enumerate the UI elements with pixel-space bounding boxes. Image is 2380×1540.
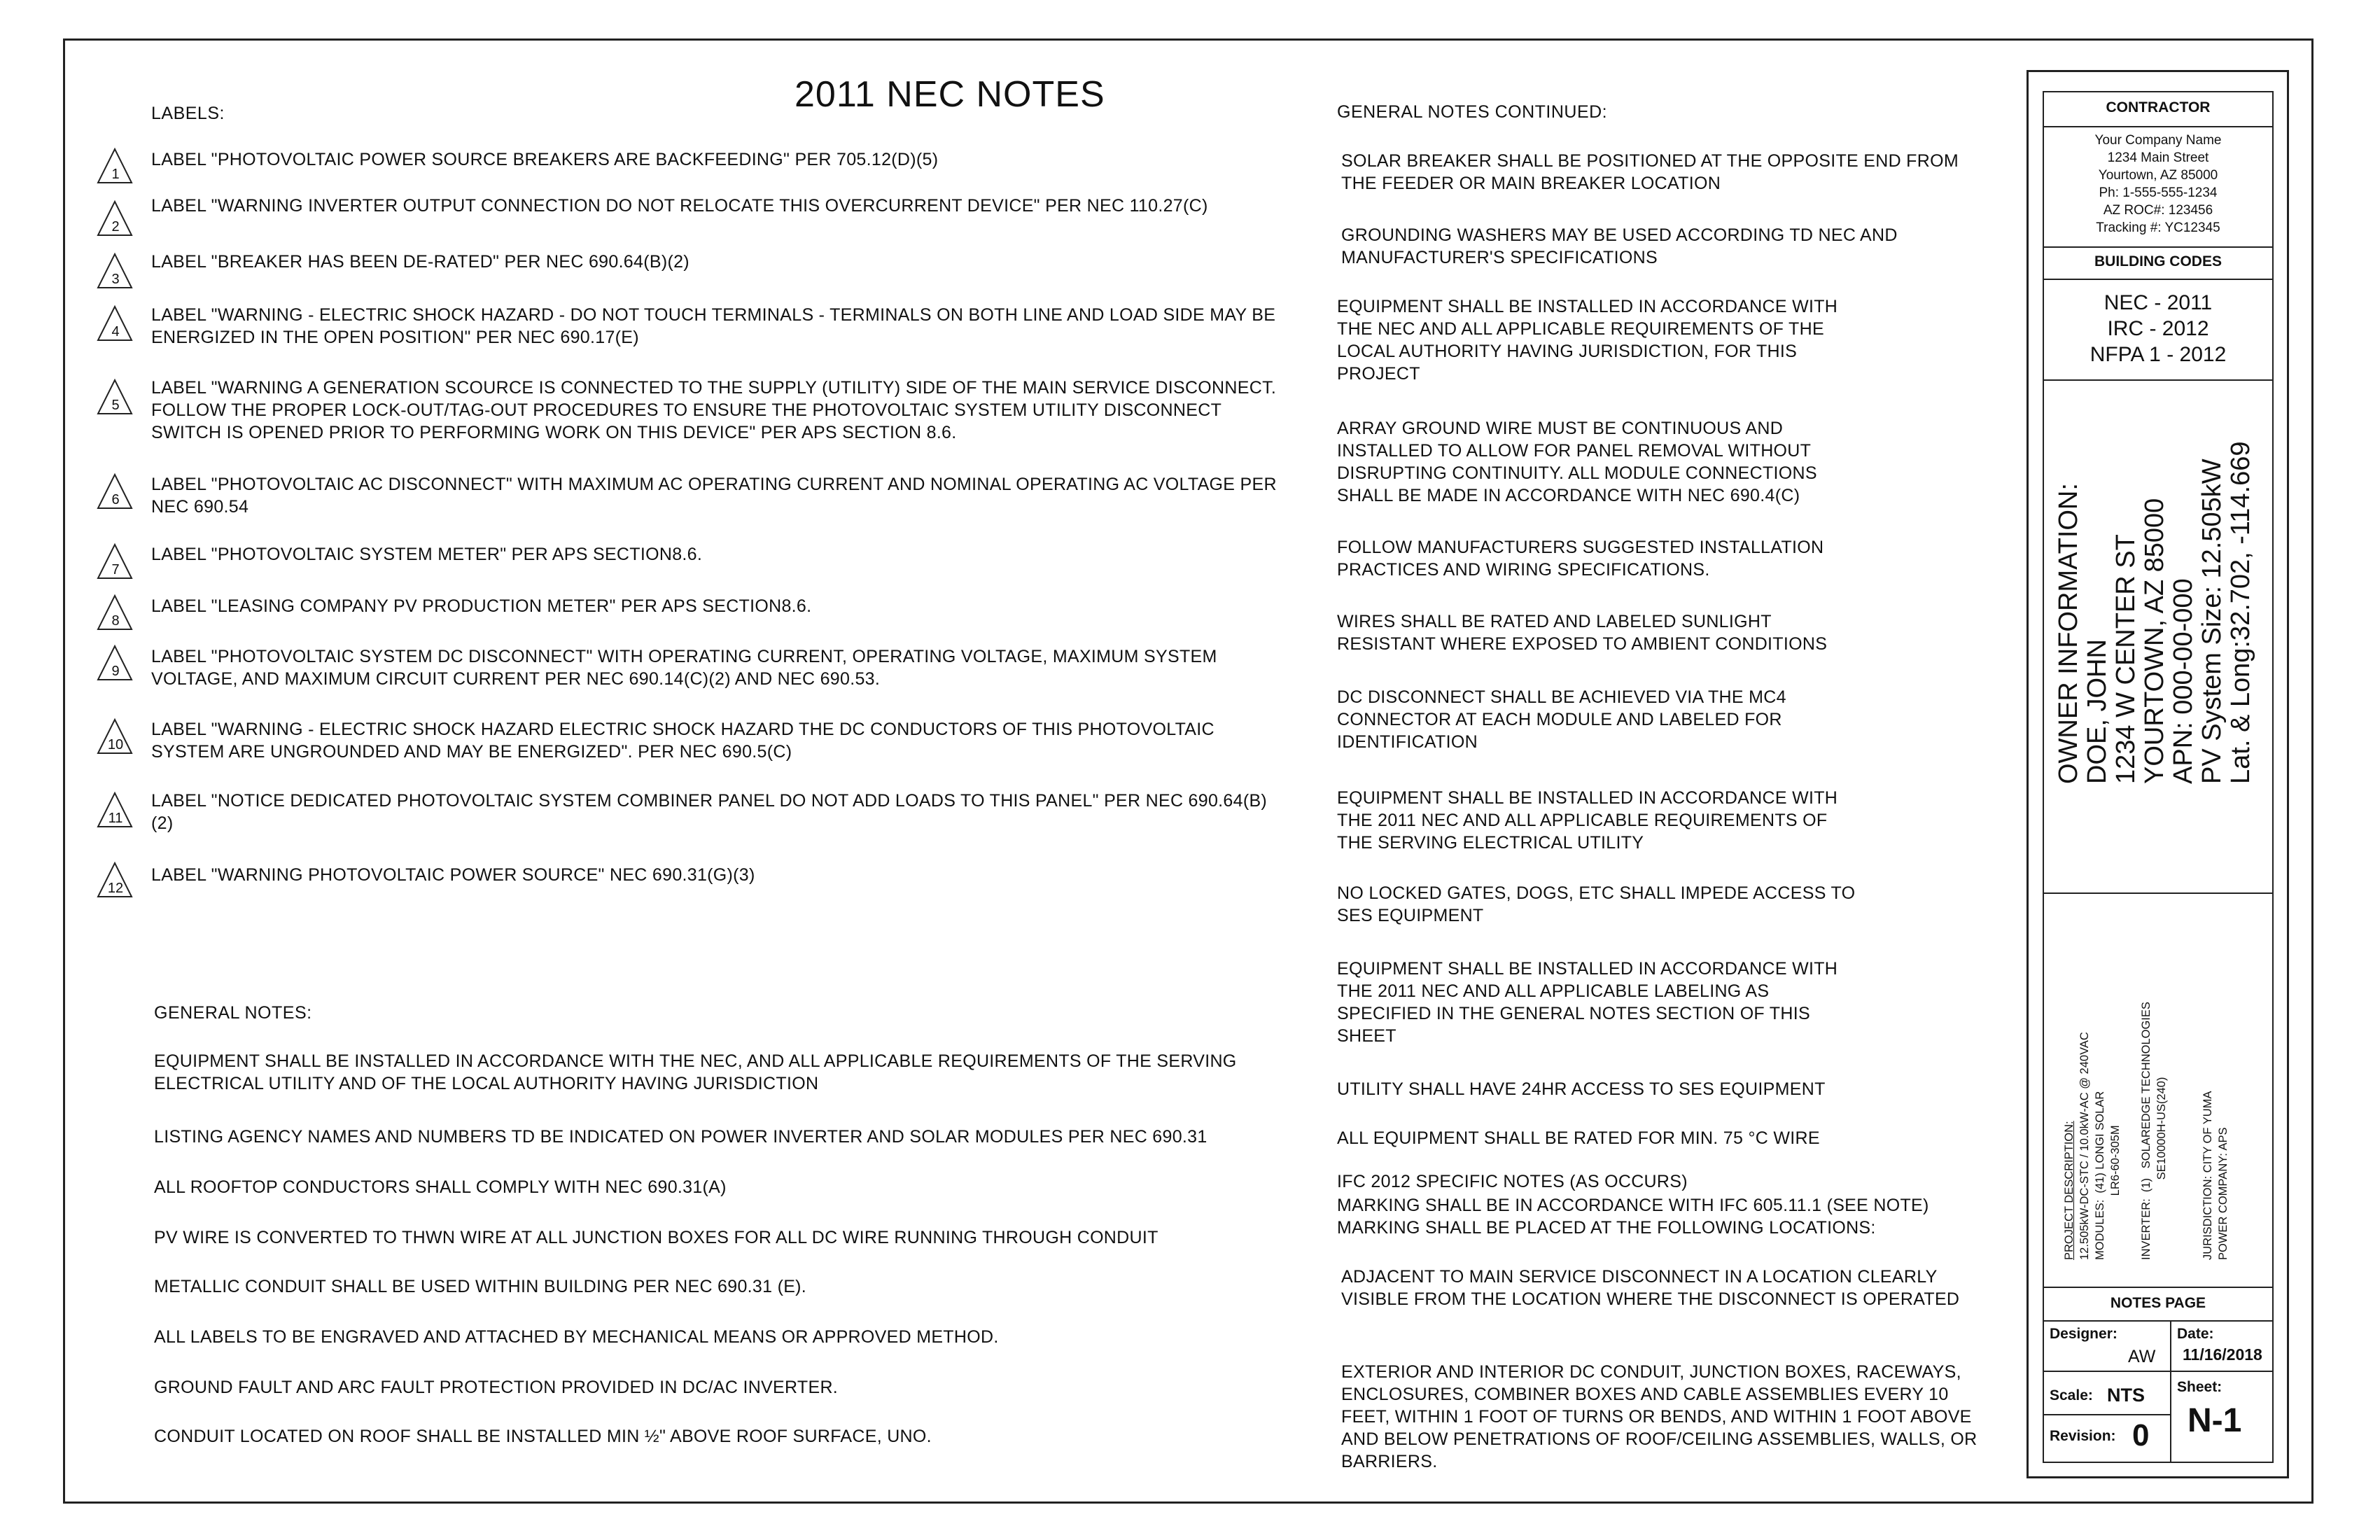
- label-note: LABEL "PHOTOVOLTAIC SYSTEM METER" PER APS SECTION8.6.: [151, 545, 703, 564]
- label-number: 4: [111, 324, 120, 340]
- label-number-triangle-icon: [96, 304, 134, 342]
- label-number: 9: [111, 664, 120, 679]
- general-note: METALLIC CONDUIT SHALL BE USED WITHIN BUILDING PER NEC 690.31 (E).: [154, 1277, 807, 1296]
- continued-note: ARRAY GROUND WIRE MUST BE CONTINUOUS AND INSTALLED TO ALLOW FOR PANEL REMOVAL WITHOUT DISRUPTING CONTINUITY. ALL MODULE CONNECTIONS SHALL BE MADE IN ACCORDANCE WITH NEC 690.4(C): [1337, 419, 1817, 505]
- label-number-triangle-icon: [96, 594, 134, 631]
- label-note: LABEL "PHOTOVOLTAIC SYSTEM DC DISCONNECT" WITH OPERATING CURRENT, OPERATING VOLTAGE, MAXIMUM SYSTEM VOLTAGE, AND MAXIMUM CIRCUIT CURRENT PER NEC 690.14(C)(2) AND NEC 690.53.: [151, 647, 1217, 689]
- label-number-triangle-icon: [96, 200, 134, 237]
- label-number-triangle-icon: [96, 147, 134, 185]
- building-codes: [2043, 290, 2274, 368]
- contractor-company: Your Company Name: [2094, 133, 2222, 148]
- continued-note: EQUIPMENT SHALL BE INSTALLED IN ACCORDANCE WITH THE 2011 NEC AND ALL APPLICABLE REQUIREMENTS OF THE SERVING ELECTRICAL UTILITY: [1337, 788, 1838, 853]
- continued-note: SOLAR BREAKER SHALL BE POSITIONED AT THE OPPOSITE END FROM THE FEEDER OR MAIN BREAKER LOCATION: [1341, 151, 1959, 193]
- label-number: 7: [111, 562, 120, 578]
- label-number: 8: [111, 613, 120, 629]
- continued-note: EQUIPMENT SHALL BE INSTALLED IN ACCORDANCE WITH THE NEC AND ALL APPLICABLE REQUIREMENTS OF THE LOCAL AUTHORITY HAVING JURISDICTION, FOR THIS PROJECT: [1337, 297, 1838, 384]
- project-description: PROJECT DESCRIPTION: 12.505kW-DC-STC / 10.0kW-AC @ 240VAC MODULES: (41) LONGI SOLAR LR6-60-305M INVERTER: (1) SOLAREDGE TECHNOLOGIES SE10000H-US(240) JURISDICTION: CITY OF YUMA POWER COMPANY: APS: [2063, 1002, 2230, 1260]
- label-number: 1: [111, 167, 120, 182]
- contractor-street: 1234 Main Street: [2107, 150, 2209, 165]
- continued-note: ALL EQUIPMENT SHALL BE RATED FOR MIN. 75 °C WIRE: [1337, 1128, 1820, 1148]
- scale-value: NTS: [2107, 1385, 2145, 1406]
- label-note: LABEL "PHOTOVOLTAIC POWER SOURCE BREAKERS ARE BACKFEEDING" PER 705.12(D)(5): [151, 150, 939, 169]
- contractor-info: [2043, 132, 2274, 237]
- label-number: 2: [111, 219, 120, 234]
- label-number-triangle-icon: [96, 252, 134, 290]
- building-codes-header: BUILDING CODES: [2094, 253, 2222, 270]
- continued-note: DC DISCONNECT SHALL BE ACHIEVED VIA THE MC4 CONNECTOR AT EACH MODULE AND LABELED FOR IDENTIFICATION: [1337, 687, 1786, 752]
- contractor-roc: AZ ROC#: 123456: [2103, 203, 2213, 218]
- label-number-triangle-icon: [96, 542, 134, 580]
- label-number-triangle-icon: [96, 791, 134, 829]
- label-note: LABEL "NOTICE DEDICATED PHOTOVOLTAIC SYSTEM COMBINER PANEL DO NOT ADD LOADS TO THIS PANEL" PER NEC 690.64(B)(2): [151, 791, 1268, 833]
- date-label: Date:: [2177, 1326, 2214, 1342]
- revision-label: Revision:: [2050, 1428, 2116, 1444]
- continued-note: EQUIPMENT SHALL BE INSTALLED IN ACCORDANCE WITH THE 2011 NEC AND ALL APPLICABLE LABELING AS SPECIFIED IN THE GENERAL NOTES SECTION OF THIS SHEET: [1337, 959, 1838, 1046]
- contractor-city: Yourtown, AZ 85000: [2098, 168, 2218, 183]
- label-number: 5: [111, 398, 120, 413]
- continued-note: FOLLOW MANUFACTURERS SUGGESTED INSTALLATION PRACTICES AND WIRING SPECIFICATIONS.: [1337, 538, 1824, 580]
- revision-number: 0: [2132, 1418, 2150, 1452]
- designer-value: AW: [2128, 1347, 2156, 1366]
- continued-note: UTILITY SHALL HAVE 24HR ACCESS TO SES EQUIPMENT: [1337, 1079, 1826, 1099]
- code-irc: IRC - 2012: [2107, 317, 2209, 340]
- continued-note: GROUNDING WASHERS MAY BE USED ACCORDING TD NEC AND MANUFACTURER'S SPECIFICATIONS: [1341, 225, 1898, 267]
- label-note: LABEL "BREAKER HAS BEEN DE-RATED" PER NEC 690.64(B)(2): [151, 252, 690, 272]
- general-note: LISTING AGENCY NAMES AND NUMBERS TD BE INDICATED ON POWER INVERTER AND SOLAR MODULES PER NEC 690.31: [154, 1127, 1208, 1147]
- continued-notes-header: GENERAL NOTES CONTINUED:: [1337, 102, 1608, 122]
- labels-header: LABELS:: [151, 104, 225, 123]
- label-note: LABEL "WARNING PHOTOVOLTAIC POWER SOURCE" NEC 690.31(G)(3): [151, 865, 755, 885]
- date-value: 11/16/2018: [2183, 1345, 2262, 1364]
- general-note: CONDUIT LOCATED ON ROOF SHALL BE INSTALLED MIN ½" ABOVE ROOF SURFACE, UNO.: [154, 1427, 932, 1446]
- label-number: 12: [107, 881, 124, 896]
- continued-note: NO LOCKED GATES, DOGS, ETC SHALL IMPEDE ACCESS TO SES EQUIPMENT: [1337, 883, 1856, 925]
- ifc-note-1: ADJACENT TO MAIN SERVICE DISCONNECT IN A LOCATION CLEARLY VISIBLE FROM THE LOCATION WHERE THE DISCONNECT IS OPERATED: [1341, 1267, 1960, 1309]
- label-note: LABEL "WARNING - ELECTRIC SHOCK HAZARD - DO NOT TOUCH TERMINALS - TERMINALS ON BOTH LINE AND LOAD SIDE MAY BE ENERGIZED IN THE OPEN POSITION" PER NEC 690.17(E): [151, 305, 1276, 347]
- label-note: LABEL "PHOTOVOLTAIC AC DISCONNECT" WITH MAXIMUM AC OPERATING CURRENT AND NOMINAL OPERATING AC VOLTAGE PER NEC 690.54: [151, 475, 1277, 517]
- contractor-phone: Ph: 1-555-555-1234: [2099, 186, 2218, 200]
- designer-label: Designer:: [2050, 1326, 2118, 1342]
- label-number-triangle-icon: [96, 378, 134, 416]
- general-note: ALL LABELS TO BE ENGRAVED AND ATTACHED BY MECHANICAL MEANS OR APPROVED METHOD.: [154, 1327, 999, 1347]
- general-notes-header: GENERAL NOTES:: [154, 1003, 312, 1023]
- general-note: EQUIPMENT SHALL BE INSTALLED IN ACCORDANCE WITH THE NEC, AND ALL APPLICABLE REQUIREMENTS OF THE SERVING ELECTRICAL UTILITY AND OF THE LOCAL AUTHORITY HAVING JURISDICTION: [154, 1051, 1237, 1093]
- page-title: 2011 NEC NOTES: [794, 74, 1105, 115]
- general-note: GROUND FAULT AND ARC FAULT PROTECTION PROVIDED IN DC/AC INVERTER.: [154, 1378, 839, 1397]
- label-number-triangle-icon: [96, 718, 134, 755]
- sheet-number: N-1: [2188, 1402, 2242, 1439]
- contractor-tracking: Tracking #: YC12345: [2096, 220, 2220, 235]
- label-note: LABEL "WARNING A GENERATION SCOURCE IS CONNECTED TO THE SUPPLY (UTILITY) SIDE OF THE MAIN SERVICE DISCONNECT. FOLLOW THE PROPER LOCK-OUT/TAG-OUT PROCEDURES TO ENSURE THE PHOTOVOLTAIC SYSTEM UTILITY DISCONNECT SWITCH IS OPENED PRIOR TO PERFORMING WORK ON THIS DEVICE" PER APS SECTION 8.6.: [151, 378, 1277, 442]
- label-number: 3: [111, 272, 120, 287]
- code-nec: NEC - 2011: [2104, 291, 2213, 314]
- owner-information: OWNER INFORMATION: DOE, JOHN 1234 W CENTER ST YOURTOWN, AZ 85000 APN: 000-00-000 PV System Size: 12.505kW Lat. & Long:32.702, -114.669: [2054, 441, 2255, 784]
- sheet-label: Sheet:: [2177, 1379, 2222, 1395]
- label-number: 6: [111, 492, 120, 507]
- label-note: LABEL "WARNING INVERTER OUTPUT CONNECTION DO NOT RELOCATE THIS OVERCURRENT DEVICE" PER NEC 110.27(C): [151, 196, 1208, 216]
- label-number-triangle-icon: [96, 861, 134, 899]
- label-number-triangle-icon: [96, 644, 134, 682]
- notes-page-title: NOTES PAGE: [2110, 1295, 2206, 1311]
- label-number: 11: [108, 811, 123, 826]
- general-note: PV WIRE IS CONVERTED TO THWN WIRE AT ALL JUNCTION BOXES FOR ALL DC WIRE RUNNING THROUGH CONDUIT: [154, 1228, 1158, 1247]
- label-note: LABEL "WARNING - ELECTRIC SHOCK HAZARD ELECTRIC SHOCK HAZARD THE DC CONDUCTORS OF THIS PHOTOVOLTAIC SYSTEM ARE UNGROUNDED AND MAY BE ENERGIZED". PER NEC 690.5(C): [151, 720, 1214, 762]
- label-note: LABEL "LEASING COMPANY PV PRODUCTION METER" PER APS SECTION8.6.: [151, 596, 812, 616]
- continued-note: WIRES SHALL BE RATED AND LABELED SUNLIGHT RESISTANT WHERE EXPOSED TO AMBIENT CONDITIONS: [1337, 612, 1828, 654]
- contractor-header: CONTRACTOR: [2106, 99, 2211, 115]
- general-note: ALL ROOFTOP CONDUCTORS SHALL COMPLY WITH NEC 690.31(A): [154, 1177, 727, 1197]
- ifc-header: IFC 2012 SPECIFIC NOTES (AS OCCURS): [1337, 1172, 1688, 1191]
- ifc-intro: MARKING SHALL BE IN ACCORDANCE WITH IFC 605.11.1 (SEE NOTE) MARKING SHALL BE PLACED AT THE FOLLOWING LOCATIONS:: [1337, 1196, 1929, 1238]
- code-nfpa: NFPA 1 - 2012: [2090, 343, 2227, 366]
- ifc-note-2: EXTERIOR AND INTERIOR DC CONDUIT, JUNCTION BOXES, RACEWAYS, ENCLOSURES, COMBINER BOXES AND CABLE ASSEMBLIES EVERY 10 FEET, WITHIN 1 FOOT OF TURNS OR BENDS, AND WITHIN 1 FOOT ABOVE AND BELOW PENETRATIONS OF ROOF/CEILING ASSEMBLIES, WALLS, OR BARRIERS.: [1341, 1362, 1977, 1471]
- label-number: 10: [107, 737, 124, 752]
- scale-label: Scale:: [2050, 1387, 2093, 1404]
- label-number-triangle-icon: [96, 472, 134, 510]
